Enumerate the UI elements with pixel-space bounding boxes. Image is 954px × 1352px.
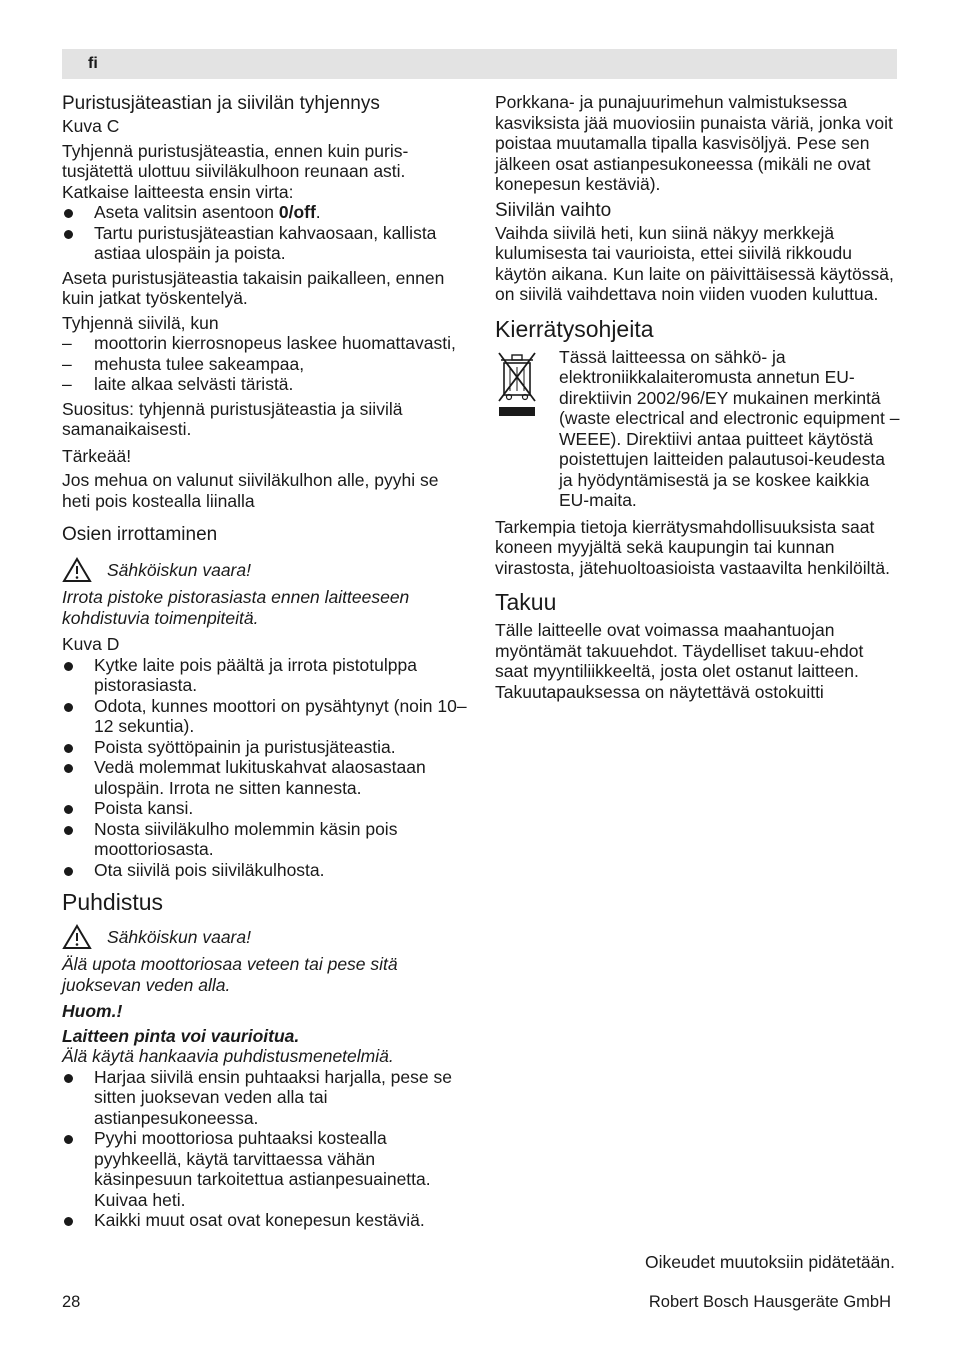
list-item: Kytke laite pois päältä ja irrota pistotulppa pistorasiasta.: [62, 655, 467, 696]
emptying-intro: Tyhjennä puristusjäteastia, ennen kuin puris-tusjätettä ulottuu siiviläkulhoon reunaan asti. Katkaise laitteesta ensin virta:: [62, 140, 409, 202]
warning-text: Älä upota moottoriosaa veteen tai pese sitä juoksevan veden alla.: [62, 954, 398, 995]
emptying-sieve-when: Tyhjennä siivilä, kun: [62, 312, 219, 333]
list-item: Tartu puristusjäteastian kahvaosaan, kallista astiaa ulospäin ja poista.: [62, 223, 467, 264]
section-title-disassembly: Osien irrottaminen: [62, 524, 218, 545]
emptying-reinsert: Aseta puristusjäteastia takaisin paikalleen, ennen kuin jatkat työskentelyä.: [62, 267, 445, 308]
disassembly-steps: [62, 655, 467, 881]
list-item: – mehusta tulee sakeampaa,: [62, 354, 467, 375]
list-item: Poista syöttöpainin ja puristusjäteastia.: [62, 737, 467, 758]
list-item: Kaikki muut osat ovat konepesun kestäviä.: [62, 1210, 467, 1231]
emptying-steps: [62, 202, 467, 264]
list-item: – laite alkaa selvästi täristä.: [62, 374, 467, 395]
note-bold-text: Laitteen pinta voi vaurioitua.: [62, 1025, 300, 1046]
sieve-replacement-text: Vaihda siivilä heti, kun siinä näkyy merkkejä kulumisesta tai vaurioista, ettei siivilä rikkoudu käytön aikana. Kun laite on päivittäisessä käytössä, on siivilä vaihdettava noin viiden vuoden kuluttua.: [495, 222, 894, 304]
crossed-out-bin-icon: [497, 349, 537, 417]
section-title-recycling: Kierrätysohjeita: [495, 315, 654, 342]
section-title-cleaning: Puhdistus: [62, 889, 164, 915]
page-number: 28: [62, 1293, 81, 1311]
company-name: Robert Bosch Hausgeräte GmbH: [648, 1293, 891, 1311]
figure-ref-c: Kuva C: [62, 116, 120, 136]
list-item: Odota, kunnes moottori on pysähtynyt (noin 10–12 sekuntia).: [62, 696, 467, 737]
list-item: Harjaa siivilä ensin puhtaaksi harjalla, pese se sitten juoksevan veden alla tai astianpesukoneessa.: [62, 1067, 467, 1129]
list-item: Aseta valitsin asentoon 0/off.: [62, 202, 467, 223]
warning-triangle-icon: [62, 924, 92, 950]
switch-position: 0/off: [278, 202, 316, 222]
carrot-juice-note: Porkkana- ja punajuurimehun valmistuksessa kasviksista jää muoviosiin punaista väriä, jonka voit poistaa muutamalla tipalla kasvisöljyä. Pese sen jälkeen osat astianpesukoneessa (mikäli ne ovat konepesun kestäviä).: [495, 92, 893, 194]
warning-electric-shock: [62, 557, 467, 583]
section-title-sieve-replacement: Siivilän vaihto: [495, 199, 612, 221]
important-label: Tärkeää!: [62, 445, 132, 466]
list-item: Nosta siiviläkulho molemmin käsin pois moottoriosasta.: [62, 819, 467, 860]
warning-electric-shock: [62, 924, 467, 950]
list-item: – moottorin kierrosnopeus laskee huomattavasti,: [62, 333, 467, 354]
recycling-block: [495, 347, 900, 511]
emptying-recommendation: Suositus: tyhjennä puristusjäteastia ja siivilä samanaikaisesti.: [62, 398, 403, 439]
list-item: Vedä molemmat lukituskahvat alaosastaan ulospäin. Irrota ne sitten kannesta.: [62, 757, 467, 798]
emptying-conditions: [62, 333, 467, 395]
left-column: [62, 92, 467, 1231]
warranty-text: Tälle laitteelle ovat voimassa maahantuojan myöntämät takuuehdot. Täydelliset takuu-ehdot saat myyntiliikkeeltä, josta olet ostanut laitteen. Takuutapauksessa on näytettävä ostokuitti: [495, 620, 864, 702]
warning-label: Sähköiskun vaara!: [107, 559, 251, 580]
cleaning-steps: [62, 1067, 467, 1231]
note-label: Huom.!: [62, 1001, 123, 1021]
warning-triangle-icon: [62, 557, 92, 583]
section-title-emptying: Puristusjäteastian ja siivilän tyhjennys: [62, 93, 380, 114]
warning-text: Irrota pistoke pistorasiasta ennen laitteeseen kohdistuvia toimenpiteitä.: [62, 587, 410, 628]
language-code: fi: [88, 55, 98, 72]
right-column: [495, 92, 900, 702]
figure-ref-d: Kuva D: [62, 634, 120, 654]
list-item: Ota siivilä pois siiviläkulhosta.: [62, 860, 467, 881]
recycling-text: Tässä laitteessa on sähkö- ja elektroniikkalaiteromusta annetun EU-direktiivin 2002/96/EY mukainen merkintä (waste electrical and electronic equipment – WEEE). Direktiivi antaa puitteet käytöstä poistettujen laitteiden palautusoi-keudesta ja hyödyntämisestä ja se koskee kaikkia EU-maita.: [559, 346, 900, 510]
note-text: Älä käytä hankaavia puhdistusmenetelmiä.: [62, 1046, 394, 1066]
warning-label: Sähköiskun vaara!: [107, 926, 251, 947]
recycling-more-info: Tarkempia tietoja kierrätysmahdollisuuksista saat koneen myyjältä sekä kaupungin tai kunnan virastosta, jätehuoltoasioista vastaavilta henkilöiltä.: [495, 516, 890, 578]
rights-reserved: Oikeudet muutoksiin pidätetään.: [644, 1252, 895, 1272]
section-title-warranty: Takuu: [495, 589, 557, 615]
list-item: Poista kansi.: [62, 798, 467, 819]
language-bar: [62, 49, 897, 79]
important-text: Jos mehua on valunut siiviläkulhon alle, pyyhi se heti pois kostealla liinalla: [62, 470, 439, 511]
list-item: Pyyhi moottoriosa puhtaaksi kostealla pyyhkeellä, käytä tarvittaessa vähän käsinpesuun tarkoitettua astianpesuainetta. Kuivaa heti.: [62, 1128, 467, 1210]
